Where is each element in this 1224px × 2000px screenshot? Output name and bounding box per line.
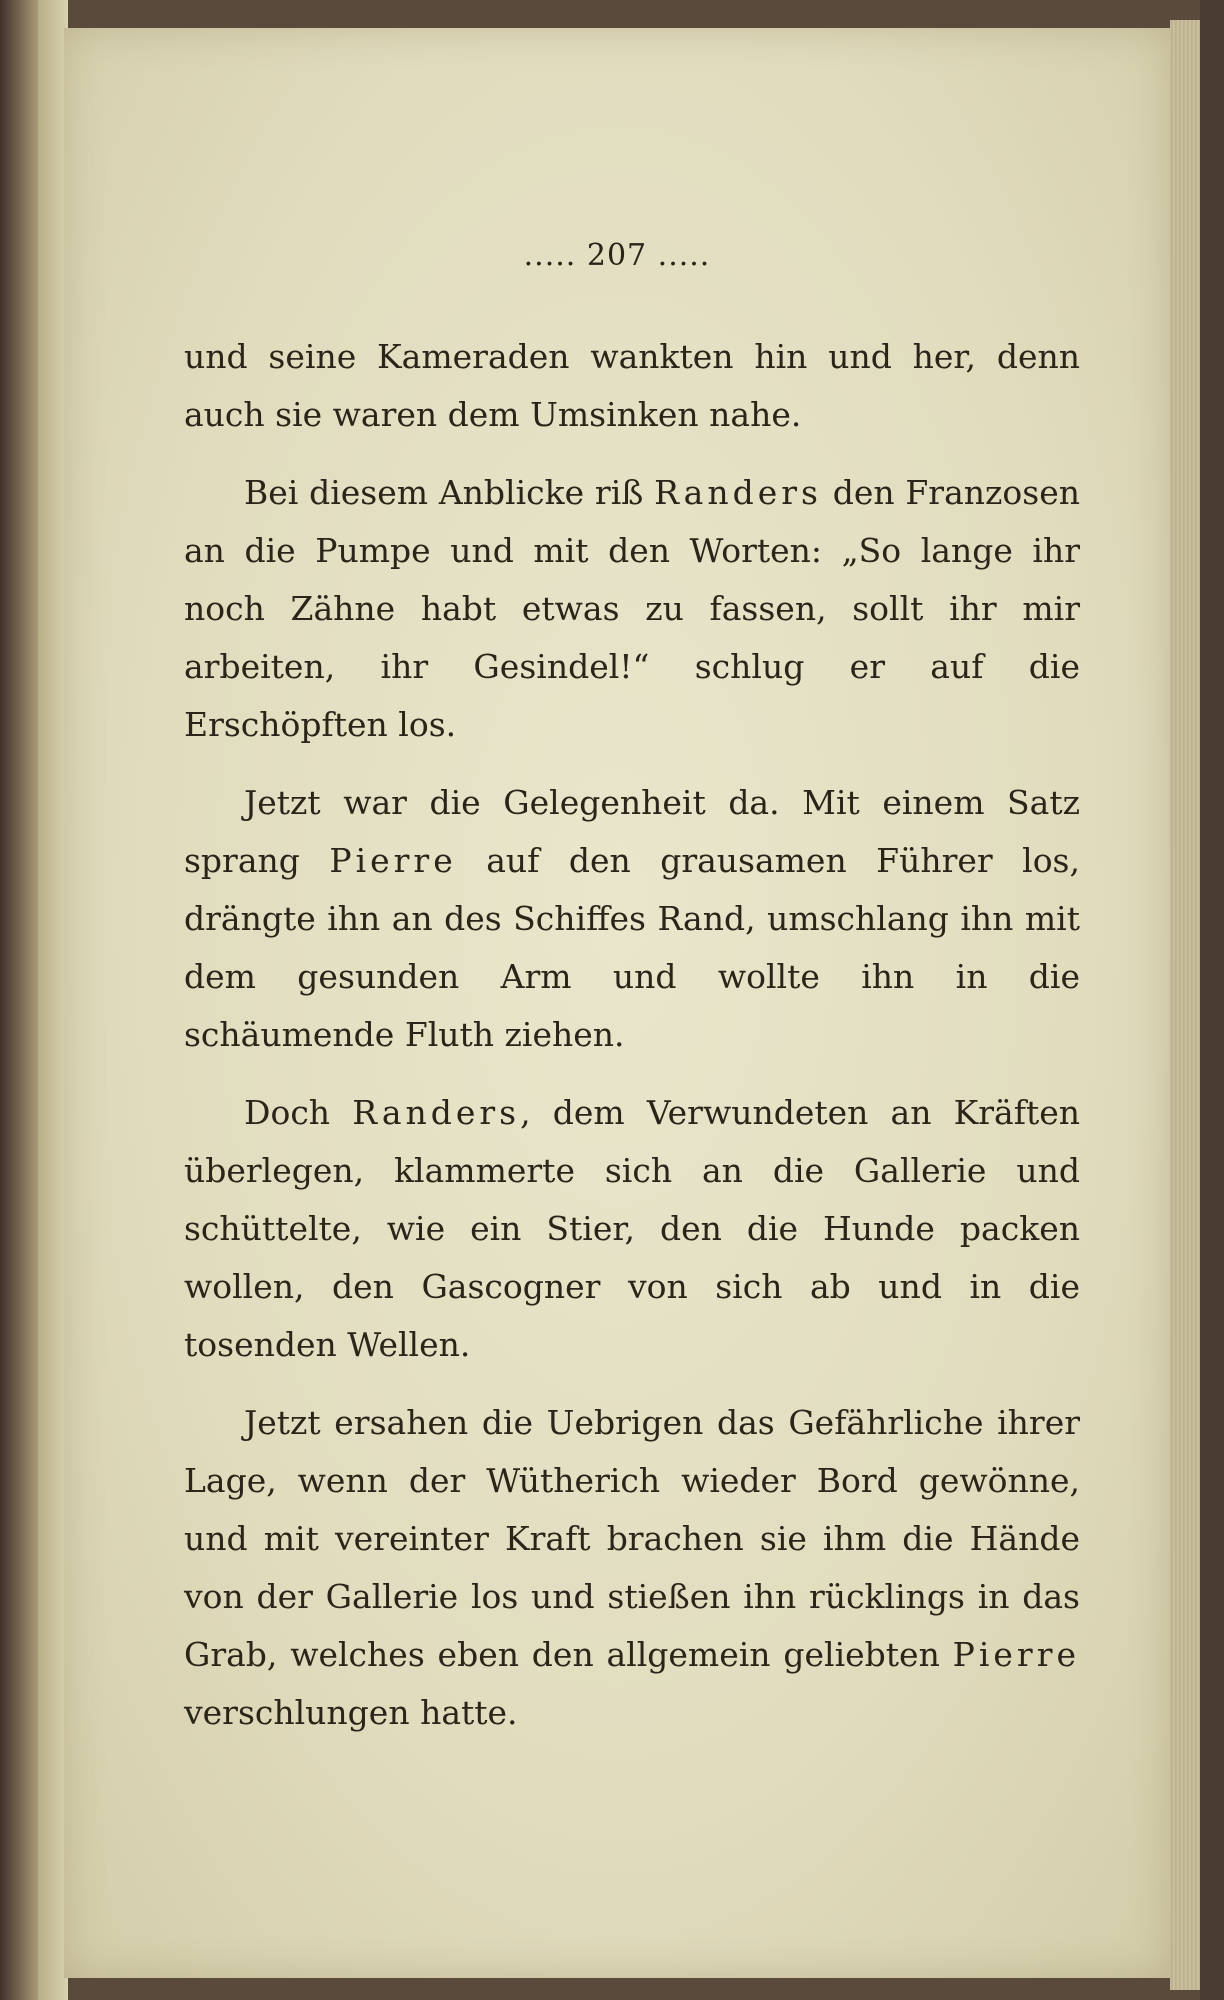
name-pierre: Pierre [329, 841, 457, 880]
page-number: ..... 207 ..... [523, 238, 711, 273]
paragraph-5 [184, 1394, 1080, 1742]
paragraph-2-text-a: Bei diesem Anblicke riß [244, 473, 655, 512]
page-body [184, 328, 1080, 1762]
book-cover-right [1200, 0, 1224, 2000]
paragraph-4-text-a: Doch [244, 1093, 353, 1132]
paragraph-5-text-a: Jetzt ersahen die Uebrigen das Gefährliche ihrer Lage, wenn der Wütherich wieder Bord gewönne, und mit vereinter Kraft brachen sie ihm die Hände von der Gallerie los und stießen ihn rücklings in das Grab, welches eben den allgemein geliebten [184, 1403, 1080, 1674]
book-page [64, 28, 1170, 1978]
name-pierre: Pierre [952, 1635, 1080, 1674]
paragraph-5-text-b: verschlungen hatte. [184, 1693, 518, 1732]
paragraph-2 [184, 464, 1080, 754]
paragraph-3 [184, 774, 1080, 1064]
paragraph-3-text-a: Jetzt war die Gelegenheit da. Mit einem Satz sprang [184, 783, 1080, 880]
paragraph-3-text-b: auf den grausamen Führer los, drängte ihn an des Schiffes Rand, umschlang ihn mit dem gesunden Arm und wollte ihn in die schäumende Fluth ziehen. [184, 841, 1080, 1054]
paragraph-1 [184, 328, 1080, 444]
paragraph-2-text-b: den Franzosen an die Pumpe und mit den Worten: „So lange ihr noch Zähne habt etwas zu fassen, sollt ihr mir arbeiten, ihr Gesindel!“ schlug er auf die Erschöpften los. [184, 473, 1080, 744]
paragraph-1-text: und seine Kameraden wankten hin und her, denn auch sie waren dem Umsinken nahe. [184, 337, 1080, 434]
page-edges [1170, 20, 1200, 1990]
name-randers: Randers [352, 1093, 521, 1132]
paragraph-4 [184, 1084, 1080, 1374]
name-randers: Randers [654, 473, 822, 512]
book-cover-left [0, 0, 38, 2000]
paragraph-4-text-b: , dem Verwundeten an Kräften überlegen, klammerte sich an die Gallerie und schüttelte, wie ein Stier, den die Hunde packen wollen, den Gascogner von sich ab und in die tosenden Wellen. [184, 1093, 1080, 1364]
